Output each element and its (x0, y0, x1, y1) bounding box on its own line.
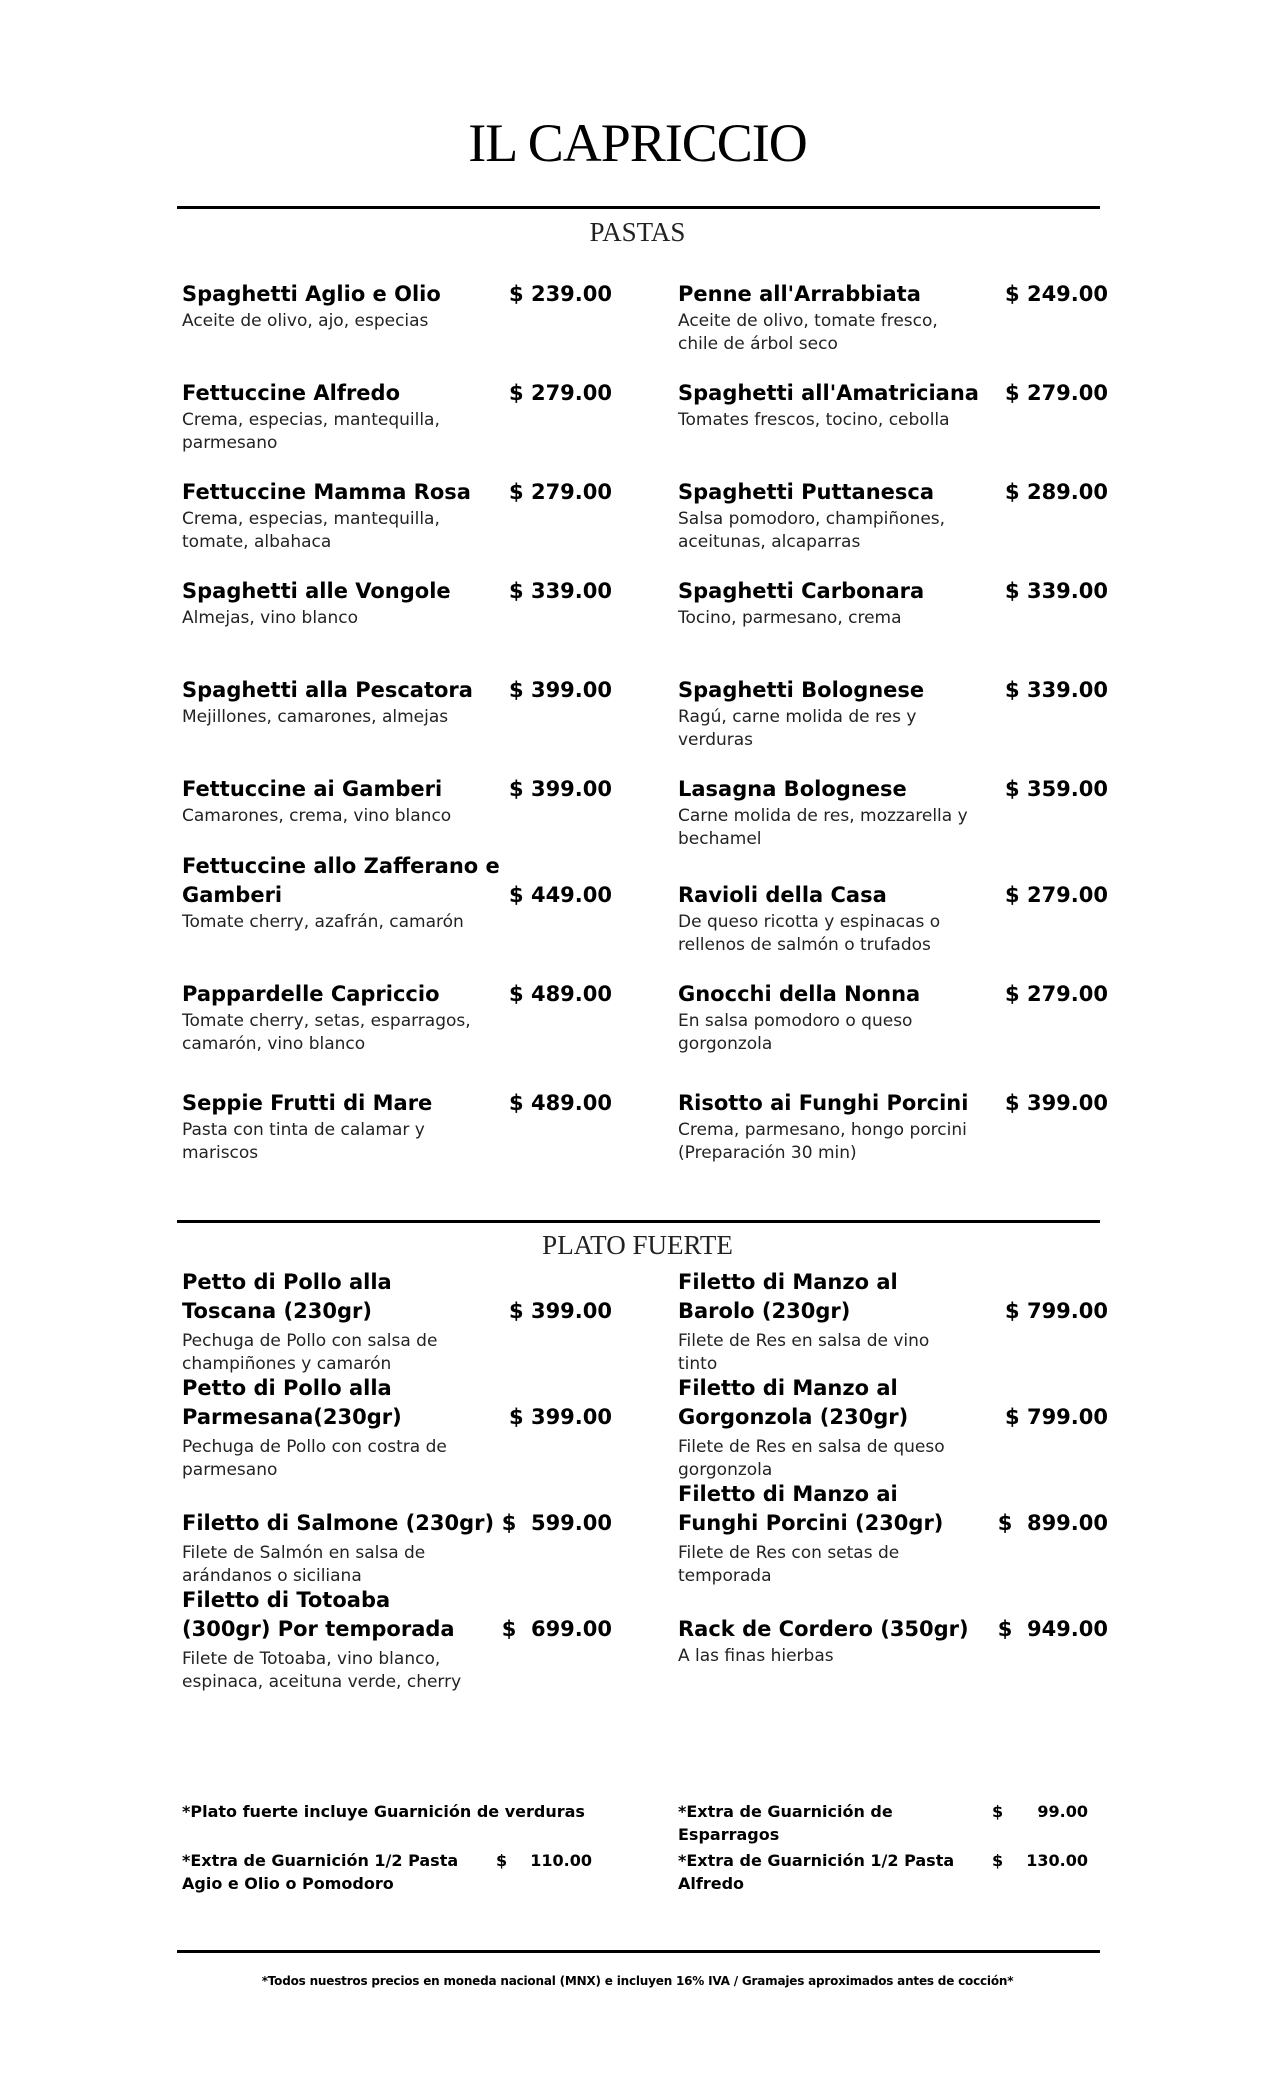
item-name: Rack de Cordero (350gr) (678, 1617, 969, 1641)
item-price: $ 279.00 (509, 381, 612, 405)
item-description: Filete de Salmón en salsa de arándanos o siciliana (182, 1543, 426, 1586)
item-name: Penne all'Arrabbiata (678, 282, 921, 306)
item-name: Filetto di Manzo al Barolo (230gr) (678, 1270, 898, 1323)
item-description: Almejas, vino blanco (182, 608, 358, 628)
item-description: Tomate cherry, azafrán, camarón (182, 912, 464, 932)
item-description: Camarones, crema, vino blanco (182, 806, 452, 826)
menu-item (678, 577, 1108, 630)
menu-item (182, 1374, 612, 1482)
item-name: Lasagna Bolognese (678, 777, 907, 801)
item-price: $ 699.00 (501, 1617, 612, 1641)
item-price: $ 339.00 (1005, 579, 1108, 603)
item-description: Pechuga de Pollo con salsa de champiñones y camarón (182, 1331, 438, 1374)
item-price: $ 249.00 (1005, 282, 1108, 306)
item-price: $ 799.00 (1005, 1405, 1108, 1429)
item-description: Ragú, carne molida de res y verduras (678, 707, 917, 750)
item-name: Spaghetti Bolognese (678, 678, 925, 702)
item-price: $ 399.00 (509, 678, 612, 702)
item-description: Filete de Res con setas de temporada (678, 1543, 900, 1586)
item-price: $ 339.00 (1005, 678, 1108, 702)
item-price: $ 279.00 (1005, 883, 1108, 907)
item-name: Seppie Frutti di Mare (182, 1091, 433, 1115)
extra-text: *Extra de Guarnición de Esparragos (678, 1802, 893, 1844)
item-description: Crema, especias, mantequilla, tomate, albahaca (182, 509, 440, 552)
item-price: $ 289.00 (1005, 480, 1108, 504)
item-name: Fettuccine allo Zafferano e Gamberi (182, 854, 500, 907)
item-description: Aceite de olivo, tomate fresco, chile de árbol seco (678, 311, 938, 354)
item-price: $ 239.00 (509, 282, 612, 306)
item-name: Ravioli della Casa (678, 883, 887, 907)
item-description: Tomates frescos, tocino, cebolla (678, 410, 950, 430)
item-description: Carne molida de res, mozzarella y bechamel (678, 806, 968, 849)
item-name: Spaghetti Carbonara (678, 579, 925, 603)
item-price: $ 359.00 (1005, 777, 1108, 801)
item-description: Filete de Res en salsa de vino tinto (678, 1331, 930, 1374)
item-name: Fettuccine ai Gamberi (182, 777, 443, 801)
item-name: Filetto di Manzo al Gorgonzola (230gr) (678, 1376, 909, 1429)
item-description: Salsa pomodoro, champiñones, aceitunas, alcaparras (678, 509, 946, 552)
item-name: Pappardelle Capriccio (182, 982, 440, 1006)
item-description: Filete de Totoaba, vino blanco, espinaca, aceituna verde, cherry (182, 1649, 462, 1692)
garnish-note-text: *Plato fuerte incluye Guarnición de verduras (182, 1802, 585, 1821)
item-price: $ 399.00 (509, 777, 612, 801)
menu-item (182, 577, 612, 630)
item-name: Filetto di Salmone (230gr) (182, 1511, 495, 1535)
item-name: Risotto ai Funghi Porcini (678, 1091, 969, 1115)
extra-currency: $ (496, 1851, 508, 1870)
item-description: Mejillones, camarones, almejas (182, 707, 449, 727)
extra-text: *Extra de Guarnición 1/2 Pasta Alfredo (678, 1851, 955, 1893)
section-title-pastas: PASTAS (589, 217, 686, 247)
menu-item (182, 775, 612, 828)
item-price: $ 339.00 (509, 579, 612, 603)
item-name: Fettuccine Mamma Rosa (182, 480, 471, 504)
item-price: $ 899.00 (997, 1511, 1108, 1535)
menu-item (678, 1089, 1108, 1165)
menu-item (678, 775, 1108, 851)
garnish-note (182, 1800, 602, 1823)
extra-currency: $ (992, 1802, 1004, 1821)
menu-item (678, 980, 1108, 1056)
menu-item (182, 1586, 612, 1694)
item-name: Petto di Pollo alla Parmesana(230gr) (182, 1376, 402, 1429)
menu-item (182, 1268, 612, 1376)
item-price: $ 599.00 (501, 1511, 612, 1535)
item-price: $ 949.00 (997, 1617, 1108, 1641)
item-price: $ 279.00 (1005, 381, 1108, 405)
item-description: Aceite de olivo, ajo, especias (182, 311, 429, 331)
item-name: Gnocchi della Nonna (678, 982, 921, 1006)
item-name: Spaghetti alla Pescatora (182, 678, 473, 702)
extra-currency: $ (992, 1851, 1004, 1870)
menu-item (678, 1615, 1108, 1668)
menu-item (182, 1509, 612, 1588)
item-price: $ 399.00 (509, 1405, 612, 1429)
item-price: $ 489.00 (509, 982, 612, 1006)
menu-item (182, 676, 612, 729)
item-price: $ 449.00 (509, 883, 612, 907)
item-price: $ 489.00 (509, 1091, 612, 1115)
extra-amount: 99.00 (1037, 1802, 1088, 1821)
item-description: Crema, parmesano, hongo porcini (Preparación 30 min) (678, 1120, 967, 1163)
item-name: Filetto di Manzo ai Funghi Porcini (230gr) (678, 1482, 944, 1535)
item-price: $ 399.00 (509, 1299, 612, 1323)
menu-item (678, 478, 1108, 554)
extra-amount: 130.00 (1026, 1851, 1088, 1870)
item-description: Pechuga de Pollo con costra de parmesano (182, 1437, 447, 1480)
item-name: Petto di Pollo alla Toscana (230gr) (182, 1270, 392, 1323)
item-description: En salsa pomodoro o queso gorgonzola (678, 1011, 913, 1054)
item-price: $ 279.00 (509, 480, 612, 504)
restaurant-title: IL CAPRICCIO (468, 113, 807, 173)
item-name: Spaghetti Puttanesca (678, 480, 935, 504)
item-price: $ 399.00 (1005, 1091, 1108, 1115)
menu-item (182, 280, 612, 333)
menu-item (182, 379, 612, 455)
item-description: Pasta con tinta de calamar y mariscos (182, 1120, 425, 1163)
item-description: Filete de Res en salsa de queso gorgonzola (678, 1437, 945, 1480)
item-price: $ 279.00 (1005, 982, 1108, 1006)
item-name: Spaghetti all'Amatriciana (678, 381, 979, 405)
divider (177, 1950, 1100, 1953)
extra-amount: 110.00 (530, 1851, 592, 1870)
item-name: Fettuccine Alfredo (182, 381, 401, 405)
menu-item (678, 1480, 1108, 1588)
item-description: Tocino, parmesano, crema (678, 608, 902, 628)
menu-item (678, 280, 1108, 356)
menu-item (182, 980, 612, 1056)
extra-item (678, 1849, 1098, 1895)
footer-note: *Todos nuestros precios en moneda nacional (MNX) e incluyen 16% IVA / Gramajes aproximados antes de cocción* (261, 1974, 1014, 1988)
divider (177, 1220, 1100, 1223)
extra-item (678, 1800, 1098, 1846)
menu-item (182, 852, 612, 934)
menu-item (678, 1374, 1108, 1482)
item-name: Spaghetti Aglio e Olio (182, 282, 441, 306)
item-price: $ 799.00 (1005, 1299, 1108, 1323)
item-description: Crema, especias, mantequilla, parmesano (182, 410, 440, 453)
item-name: Spaghetti alle Vongole (182, 579, 451, 603)
menu-item (678, 676, 1108, 752)
divider (177, 206, 1100, 209)
menu-item (678, 379, 1108, 432)
extra-text: *Extra de Guarnición 1/2 Pasta Agio e Olio o Pomodoro (182, 1851, 459, 1893)
extra-item (182, 1849, 602, 1895)
item-description: De queso ricotta y espinacas o rellenos de salmón o trufados (678, 912, 941, 955)
section-title-plato-fuerte: PLATO FUERTE (542, 1230, 733, 1260)
menu-item (678, 881, 1108, 957)
item-name: Filetto di Totoaba (300gr) Por temporada (182, 1588, 455, 1641)
menu-item (678, 1268, 1108, 1376)
menu-item (182, 478, 612, 554)
item-description: A las finas hierbas (678, 1646, 834, 1666)
menu-item (182, 1089, 612, 1165)
item-description: Tomate cherry, setas, esparragos, camarón, vino blanco (182, 1011, 471, 1054)
